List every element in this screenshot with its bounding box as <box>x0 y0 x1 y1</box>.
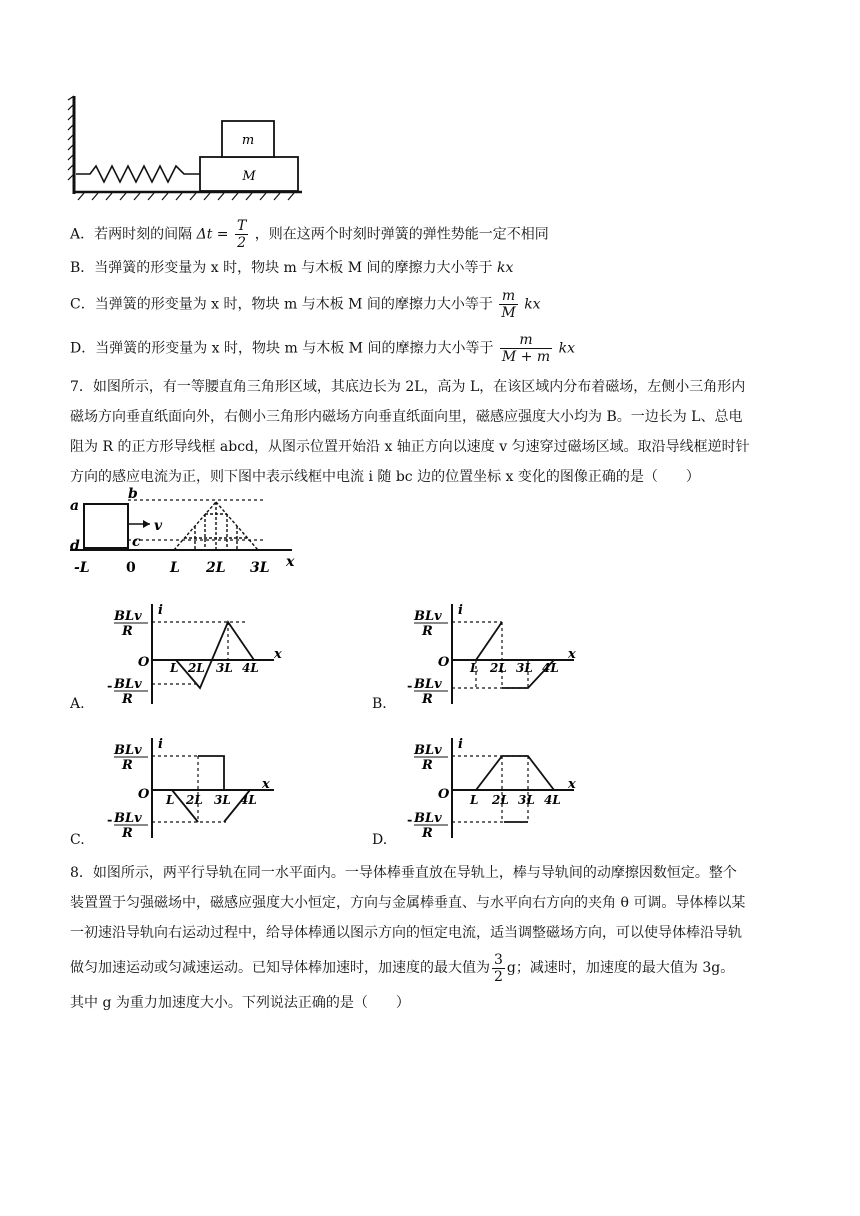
svg-text:2L: 2L <box>490 661 507 675</box>
q6-option-c: C．当弹簧的形变量为 x 时，物块 m 与木板 M 间的摩擦力大小等于 $\frac{m}{M}$ kx <box>70 288 541 321</box>
svg-text:L: L <box>470 661 479 675</box>
svg-text:O: O <box>138 787 150 802</box>
choice-a[interactable]: A. <box>70 696 85 712</box>
svg-text:i: i <box>458 603 463 618</box>
svg-text:3L: 3L <box>518 793 535 807</box>
svg-text:4L: 4L <box>242 661 259 675</box>
svg-text:x: x <box>568 647 576 662</box>
graph-c <box>107 737 288 841</box>
svg-text:L: L <box>170 661 179 675</box>
graph-a <box>107 603 288 707</box>
svg-text:c: c <box>132 534 141 550</box>
svg-text:i: i <box>158 603 163 618</box>
svg-text:BLv: BLv <box>414 743 442 758</box>
svg-text:x: x <box>286 554 295 570</box>
svg-text:BLv: BLv <box>414 609 442 624</box>
svg-text:2L: 2L <box>188 661 205 675</box>
graph-d <box>407 737 588 841</box>
svg-text:R: R <box>122 826 133 841</box>
q6-option-a: A．若两时刻的间隔 Δt = $\frac{T}{2}$ ，则在这两个时刻时弹簧的弹性势能一定不相同 <box>70 218 549 251</box>
svg-text:-: - <box>407 813 413 828</box>
svg-text:4L: 4L <box>542 661 559 675</box>
svg-text:3L: 3L <box>214 793 231 807</box>
svg-text:BLv: BLv <box>414 677 442 692</box>
svg-text:O: O <box>438 655 450 670</box>
q8-question: 8．如图所示，两平行导轨在同一水平面内。一导体棒垂直放在导轨上，棒与导轨间的动摩擦因数恒定。整个 装置置于匀强磁场中，磁感应强度大小恒定，方向与金属棒垂直、与水平向右方向的夹角 θ 可调。导体棒以某 一初速沿导轨向右运动过程中，给导体棒通以图示方向的恒定电流，适当调整磁场方向，可以使导体棒沿导轨 做匀加速运动或匀减速运动。已知导体棒加速时，加速度的最大值为 $\frac{3}{2}$ g；减速时，加速度的最大值为 3g。 其中 g 为重力加速度大小。下列说法正确的是（ ） <box>70 865 746 1011</box>
svg-text:2L: 2L <box>186 793 203 807</box>
svg-text:0: 0 <box>126 560 136 576</box>
svg-text:i: i <box>158 737 163 752</box>
svg-text:R: R <box>122 692 133 707</box>
svg-text:BLv: BLv <box>114 609 142 624</box>
graph-b <box>407 603 588 707</box>
svg-text:b: b <box>128 486 138 502</box>
svg-text:BLv: BLv <box>114 743 142 758</box>
svg-text:BLv: BLv <box>114 677 142 692</box>
svg-text:x: x <box>262 777 270 792</box>
svg-text:3L: 3L <box>250 560 270 576</box>
label-M: M <box>242 169 256 184</box>
svg-text:L: L <box>470 793 479 807</box>
q6-option-d: D．当弹簧的形变量为 x 时，物块 m 与木板 M 间的摩擦力大小等于 $\frac{m}{M + m}$ kx <box>70 332 575 365</box>
svg-text:3L: 3L <box>216 661 233 675</box>
svg-text:BLv: BLv <box>114 811 142 826</box>
svg-text:O: O <box>138 655 150 670</box>
choice-d[interactable]: D. <box>372 832 388 848</box>
svg-text:L: L <box>166 793 175 807</box>
svg-text:4L: 4L <box>544 793 561 807</box>
svg-text:-: - <box>107 679 113 694</box>
svg-text:R: R <box>422 692 433 707</box>
svg-text:2L: 2L <box>492 793 509 807</box>
choice-b[interactable]: B. <box>372 696 387 712</box>
label-m: m <box>241 133 255 148</box>
svg-text:L: L <box>170 560 180 576</box>
q7-question: 7．如图所示，有一等腰直角三角形区域，其底边长为 2L，高为 L，在该区域内分布着磁场，左侧小三角形内 磁场方向垂直纸面向外，右侧小三角形内磁场方向垂直纸面向里，磁感应强度大小均为 B。一边长为 L、总电 阻为 R 的正方形导线框 abcd，从图示位置开始沿 x 轴正方向以速度 v 匀速穿过磁场区域。取沿导线框逆时针 方向的感应电流为正，则下图中表示线框中电流 i 随 bc 边的位置坐标 x 变化的图像正确的是（ ） <box>70 379 750 485</box>
svg-text:R: R <box>122 624 133 639</box>
svg-text:d: d <box>70 538 80 554</box>
q7-field-figure <box>66 486 306 580</box>
svg-text:-: - <box>407 679 413 694</box>
svg-text:R: R <box>422 758 433 773</box>
svg-text:x: x <box>274 647 282 662</box>
svg-text:R: R <box>422 826 433 841</box>
svg-text:2L: 2L <box>206 560 226 576</box>
svg-text:x: x <box>568 777 576 792</box>
svg-text:4L: 4L <box>240 793 257 807</box>
choice-c[interactable]: C. <box>70 832 85 848</box>
spring <box>76 166 200 182</box>
svg-text:-: - <box>107 813 113 828</box>
svg-text:-L: -L <box>74 560 90 576</box>
spring-block-figure <box>66 96 306 200</box>
svg-text:O: O <box>438 787 450 802</box>
svg-text:3L: 3L <box>516 661 533 675</box>
svg-text:v: v <box>154 518 163 534</box>
svg-text:a: a <box>70 498 80 514</box>
svg-text:R: R <box>422 624 433 639</box>
svg-text:R: R <box>122 758 133 773</box>
svg-text:BLv: BLv <box>414 811 442 826</box>
svg-text:i: i <box>458 737 463 752</box>
q6-option-b: B．当弹簧的形变量为 x 时，物块 m 与木板 M 间的摩擦力大小等于 kx <box>70 260 514 276</box>
